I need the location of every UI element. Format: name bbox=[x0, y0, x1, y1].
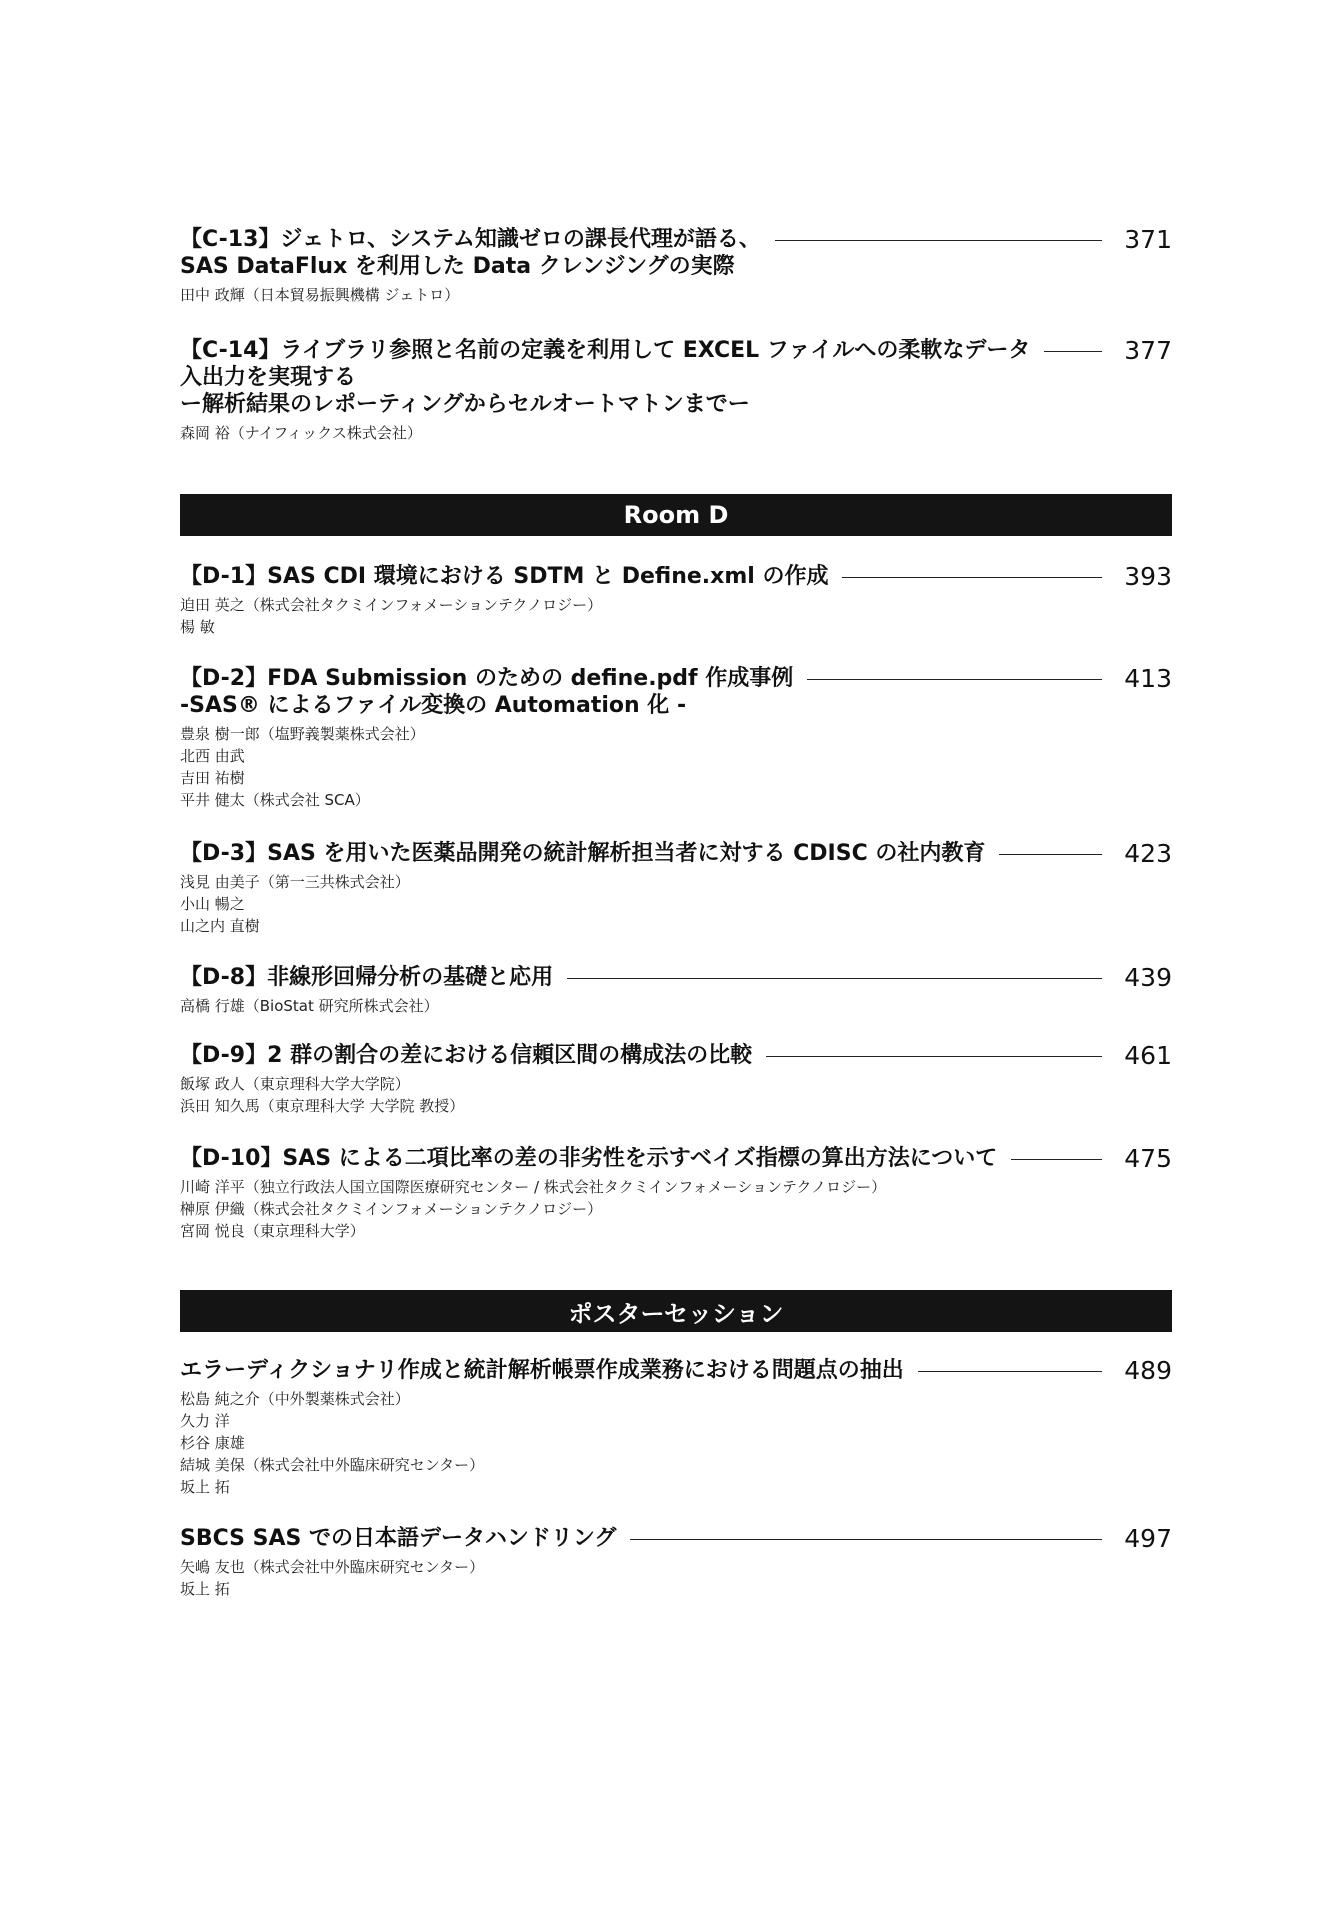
author: 浜田 知久馬（東京理科大学 大学院 教授） bbox=[180, 1097, 465, 1115]
author: 北西 由武 bbox=[180, 747, 245, 765]
author: 小山 暢之 bbox=[180, 895, 245, 913]
page-number: 497 bbox=[1124, 1524, 1172, 1553]
leader-line bbox=[1044, 351, 1102, 352]
leader-line bbox=[807, 679, 1102, 680]
entry-title-continued: SAS DataFlux を利用した Data クレンジングの実際 bbox=[180, 254, 735, 279]
author: 山之内 直樹 bbox=[180, 917, 260, 935]
entry-title-row bbox=[180, 337, 1172, 364]
author-list bbox=[180, 871, 1172, 937]
author-list bbox=[180, 1388, 1172, 1498]
toc-entry bbox=[180, 563, 1172, 638]
author: 榊原 伊織（株式会社タクミインフォメーションテクノロジー） bbox=[180, 1200, 603, 1218]
author-list bbox=[180, 422, 1172, 444]
leader-line bbox=[918, 1371, 1102, 1372]
toc-entry bbox=[180, 226, 1172, 306]
entry-title-row bbox=[180, 665, 1172, 692]
author: 矢嶋 友也（株式会社中外臨床研究センター） bbox=[180, 1558, 485, 1576]
entry-title-row bbox=[180, 840, 1172, 867]
author-list bbox=[180, 284, 1172, 306]
entry-title: 【D-9】2 群の割合の差における信頼区間の構成法の比較 bbox=[180, 1043, 753, 1068]
entry-title: 【C-14】ライブラリ参照と名前の定義を利用して EXCEL ファイルへの柔軟なデータ bbox=[180, 338, 1031, 363]
author: 森岡 裕（ナイフィックス株式会社） bbox=[180, 424, 422, 442]
toc-entry bbox=[180, 964, 1172, 1017]
toc-entry bbox=[180, 1525, 1172, 1600]
author: 宮岡 悦良（東京理科大学） bbox=[180, 1222, 365, 1240]
author: 松島 純之介（中外製薬株式会社） bbox=[180, 1390, 410, 1408]
entry-title: 【D-10】SAS による二項比率の差の非劣性を示すベイズ指標の算出方法について bbox=[180, 1146, 998, 1171]
entry-title-row bbox=[180, 1042, 1172, 1069]
page-number: 489 bbox=[1124, 1356, 1172, 1385]
author: 高橋 行雄（BioStat 研究所株式会社） bbox=[180, 997, 439, 1015]
entry-title: 【D-3】SAS を用いた医薬品開発の統計解析担当者に対する CDISC の社内教育 bbox=[180, 841, 986, 866]
page-number: 461 bbox=[1124, 1041, 1172, 1070]
leader-line bbox=[842, 577, 1102, 578]
section-heading-poster-session: ポスターセッション bbox=[180, 1290, 1172, 1332]
leader-line bbox=[775, 240, 1102, 241]
author: 坂上 拓 bbox=[180, 1478, 230, 1496]
leader-line bbox=[766, 1056, 1102, 1057]
author-list bbox=[180, 1073, 1172, 1117]
author-list bbox=[180, 995, 1172, 1017]
leader-line bbox=[567, 978, 1102, 979]
entry-title: 【D-1】SAS CDI 環境における SDTM と Define.xml の作成 bbox=[180, 564, 829, 589]
page-number: 413 bbox=[1124, 664, 1172, 693]
author: 川崎 洋平（独立行政法人国立国際医療研究センター / 株式会社タクミインフォメーションテクノロジー） bbox=[180, 1178, 887, 1196]
leader-line bbox=[1011, 1159, 1102, 1160]
author: 坂上 拓 bbox=[180, 1580, 230, 1598]
section-heading-room-d: Room D bbox=[180, 494, 1172, 536]
entry-title-row bbox=[180, 1145, 1172, 1172]
toc-entry bbox=[180, 1042, 1172, 1117]
entry-subtitle: ー解析結果のレポーティングからセルオートマトンまでー bbox=[180, 392, 750, 417]
entry-title-row bbox=[180, 563, 1172, 590]
leader-line bbox=[630, 1539, 1102, 1540]
author: 結城 美保（株式会社中外臨床研究センター） bbox=[180, 1456, 485, 1474]
page-number: 377 bbox=[1124, 336, 1172, 365]
author: 吉田 祐樹 bbox=[180, 769, 245, 787]
author-list bbox=[180, 1556, 1172, 1600]
entry-title-continued: 入出力を実現する bbox=[180, 365, 357, 390]
author-list bbox=[180, 1176, 1172, 1242]
entry-title: SBCS SAS での日本語データハンドリング bbox=[180, 1526, 617, 1551]
toc-entry bbox=[180, 1145, 1172, 1242]
author: 飯塚 政人（東京理科大学大学院） bbox=[180, 1075, 410, 1093]
entry-title-row bbox=[180, 1525, 1172, 1552]
author-list bbox=[180, 594, 1172, 638]
author: 楊 敏 bbox=[180, 618, 215, 636]
author: 浅見 由美子（第一三共株式会社） bbox=[180, 873, 410, 891]
author: 久力 洋 bbox=[180, 1412, 230, 1430]
page-number: 439 bbox=[1124, 963, 1172, 992]
author: 田中 政輝（日本貿易振興機構 ジェトロ） bbox=[180, 286, 460, 304]
page-number: 371 bbox=[1124, 225, 1172, 254]
page-number: 423 bbox=[1124, 839, 1172, 868]
entry-title-row bbox=[180, 964, 1172, 991]
page-number: 475 bbox=[1124, 1144, 1172, 1173]
entry-subtitle: -SAS® によるファイル変換の Automation 化 - bbox=[180, 693, 687, 718]
author-list bbox=[180, 723, 1172, 811]
toc-entry bbox=[180, 337, 1172, 444]
author: 豊泉 樹一郎（塩野義製薬株式会社） bbox=[180, 725, 425, 743]
toc-entry bbox=[180, 1357, 1172, 1498]
author: 杉谷 康雄 bbox=[180, 1434, 245, 1452]
leader-line bbox=[999, 854, 1102, 855]
entry-title: 【D-2】FDA Submission のための define.pdf 作成事例 bbox=[180, 666, 794, 691]
entry-title: 【D-8】非線形回帰分析の基礎と応用 bbox=[180, 965, 554, 990]
entry-title: 【C-13】ジェトロ、システム知識ゼロの課長代理が語る、 bbox=[180, 227, 761, 252]
entry-title-row bbox=[180, 226, 1172, 253]
author: 迫田 英之（株式会社タクミインフォメーションテクノロジー） bbox=[180, 596, 603, 614]
author: 平井 健太（株式会社 SCA） bbox=[180, 791, 370, 809]
entry-title: エラーディクショナリ作成と統計解析帳票作成業務における問題点の抽出 bbox=[180, 1358, 904, 1383]
toc-entry bbox=[180, 840, 1172, 937]
entry-title-row bbox=[180, 1357, 1172, 1384]
toc-entry bbox=[180, 665, 1172, 811]
page-number: 393 bbox=[1124, 562, 1172, 591]
